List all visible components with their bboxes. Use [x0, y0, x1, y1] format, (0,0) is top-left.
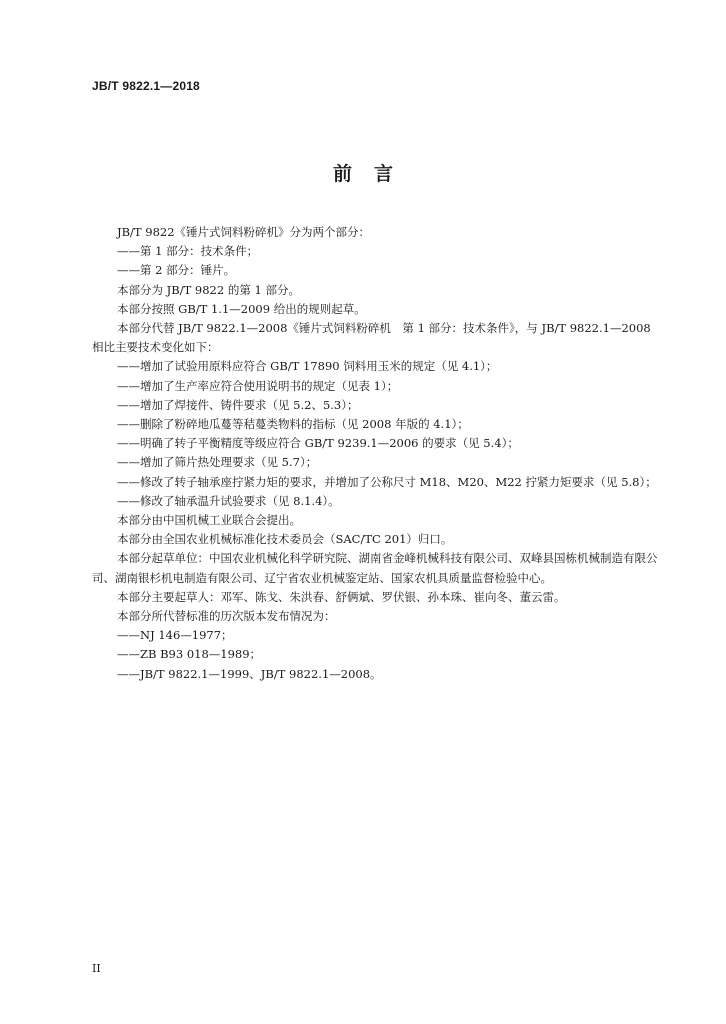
list-item: ——第 1 部分：技术条件；	[117, 244, 259, 259]
list-item: ——NJ 146—1977；	[117, 628, 233, 643]
paragraph: JB/T 9822《锤片式饲料粉碎机》分为两个部分：	[117, 225, 371, 239]
list-item: ——修改了轴承温升试验要求（见 8.1.4）。	[117, 493, 340, 508]
paragraph: 本部分由全国农业机械标准化技术委员会（SAC/TC 201）归口。	[117, 532, 453, 547]
paragraph: 本部分按照 GB/T 1.1—2009 给出的规则起草。	[117, 301, 366, 316]
list-item: ——增加了筛片热处理要求（见 5.7）；	[117, 455, 318, 470]
paragraph: 本部分由中国机械工业联合会提出。	[117, 513, 301, 528]
page-title: 前言	[332, 163, 415, 185]
list-item: ——增加了试验用原料应符合 GB/T 17890 饲料用玉米的规定（见 4.1）；	[117, 359, 498, 374]
list-item: ——删除了粉碎地瓜蔓等秸蔓类物料的指标（见 2008 年版的 4.1）；	[117, 417, 469, 432]
document-number-header: JB/T 9822.1—2018	[92, 79, 200, 93]
list-item: ——第 2 部分：锤片。	[117, 263, 236, 278]
paragraph: 本部分代替 JB/T 9822.1—2008《锤片式饲料粉碎机 第 1 部分：技术条件》，与 JB/T 9822.1—2008 相比主要技术变化如下：	[92, 321, 651, 355]
paragraph: 本部分为 JB/T 9822 的第 1 部分。	[117, 282, 300, 297]
paragraph: 本部分主要起草人：邓军、陈戈、朱洪春、舒俩斌、罗伏银、孙本珠、崔向冬、董云雷。	[117, 589, 566, 604]
foreword-body	[92, 223, 664, 684]
list-item-text: ——修改了转子轴承座拧紧力矩的要求，并增加了公称尺寸 M18、M20、M22 拧紧力矩要求（见 5.8）；	[117, 474, 657, 489]
page-number: II	[92, 962, 101, 975]
list-item: ——增加了生产率应符合使用说明书的规定（见表 1）；	[117, 378, 399, 393]
paragraph: 本部分所代替标准的历次版本发布情况为：	[117, 609, 336, 624]
paragraph: 本部分起草单位：中国农业机械化科学研究院、湖南省金峰机械科技有限公司、双峰县国栋机械制造有限公司、湖南银杉机电制造有限公司、辽宁省农业机械鉴定站、国家农机具质量监督检验中心。	[92, 551, 658, 585]
list-item	[92, 473, 664, 492]
list-item: ——明确了转子平衡精度等级应符合 GB/T 9239.1—2006 的要求（见 5.4）；	[117, 436, 519, 451]
list-item: ——JB/T 9822.1—1999、JB/T 9822.1—2008。	[117, 666, 382, 681]
list-item: ——ZB B93 018—1989；	[117, 647, 262, 662]
list-item: ——增加了焊接件、铸件要求（见 5.2、5.3）；	[117, 397, 359, 412]
